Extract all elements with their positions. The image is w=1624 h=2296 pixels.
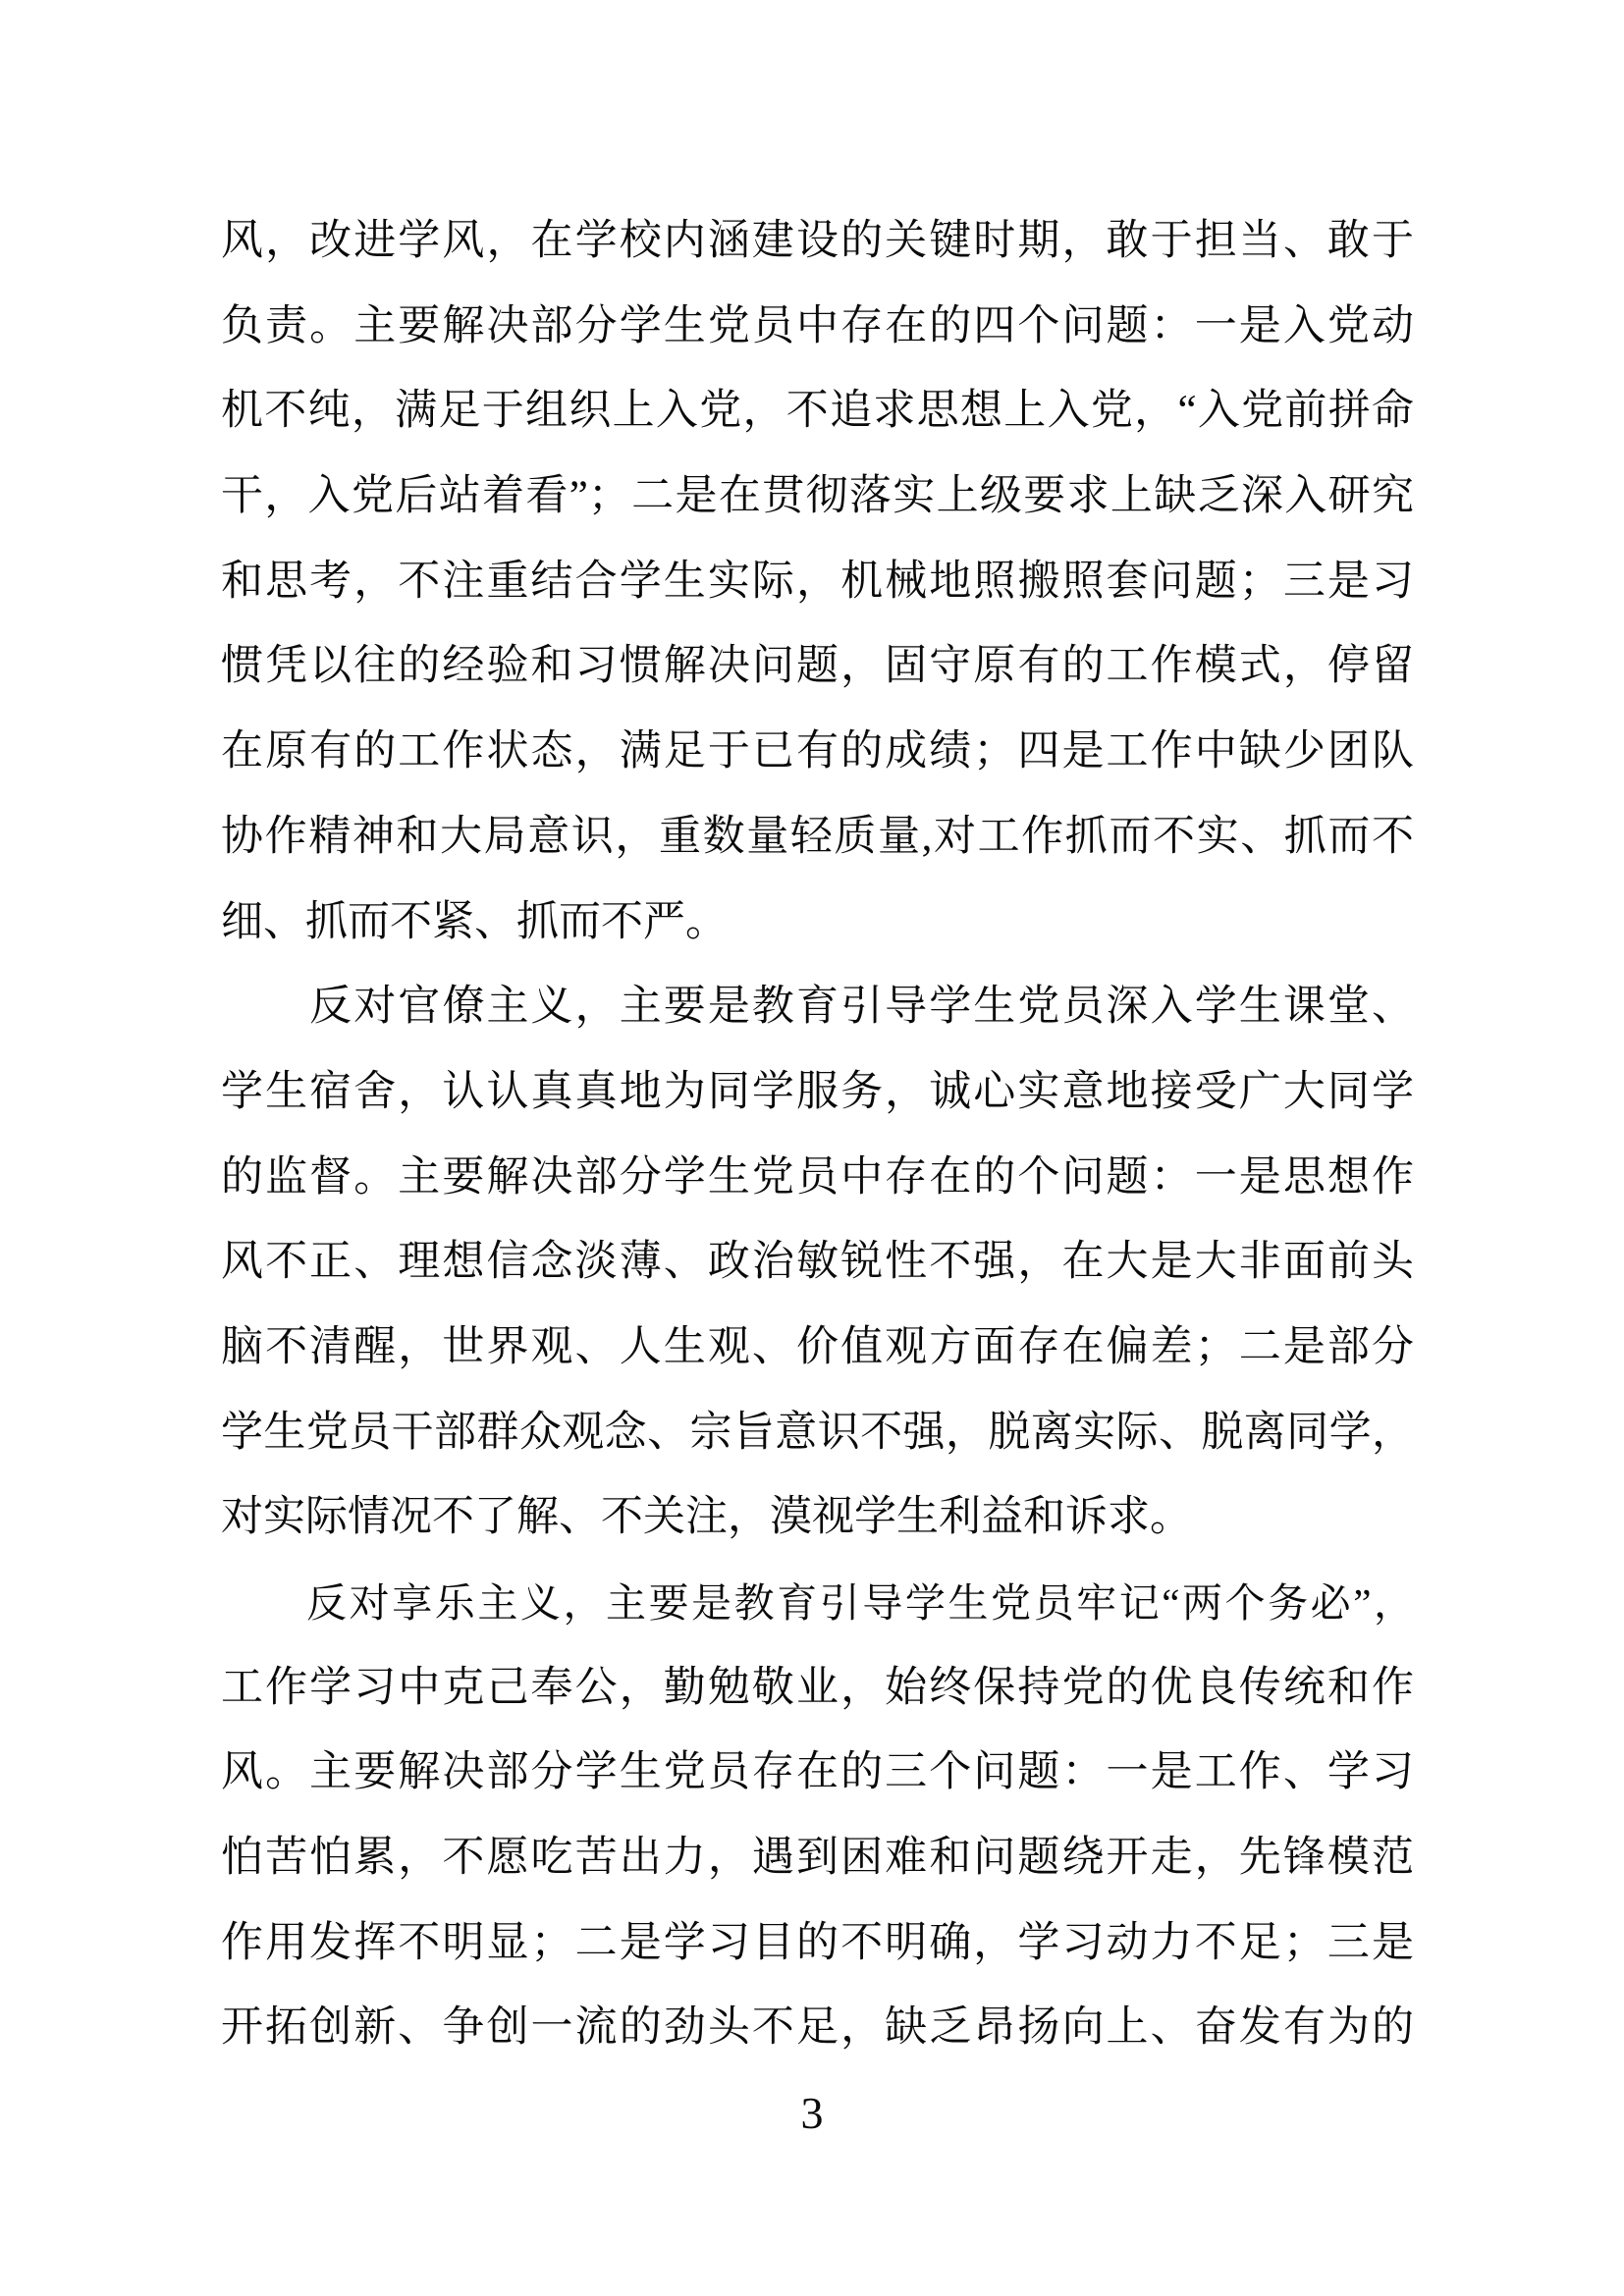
text-line: 怕苦怕累，不愿吃苦出力，遇到困难和问题绕开走，先锋模范 [221, 1835, 1414, 1882]
text-line: 对实际情况不了解、不关注，漠视学生利益和诉求。 [221, 1494, 1192, 1541]
text-line: 细、抓而不紧、抓而不严。 [221, 898, 728, 945]
page-number: 3 [800, 2088, 824, 2138]
text-line: 开拓创新、争创一流的劲头不足，缺乏昂扬向上、奋发有为的 [221, 2004, 1414, 2052]
document-body [221, 199, 1414, 2071]
text-line: 惯凭以往的经验和习惯解决问题，固守原有的工作模式，停留 [221, 643, 1414, 690]
text-line: 学生宿舍，认认真真地为同学服务，诚心实意地接受广大同学 [221, 1068, 1414, 1115]
text-line: 协作精神和大局意识，重数量轻质量,对工作抓而不实、抓而不 [221, 813, 1414, 860]
text-line: 机不纯，满足于组织上入党，不追求思想上入党，“入党前拼命 [221, 388, 1414, 435]
text-line: 干，入党后站着看”；二是在贯彻落实上级要求上缺乏深入研究 [221, 473, 1414, 520]
text-line: 风，改进学风，在学校内涵建设的关键时期，敢于担当、敢于 [221, 218, 1414, 264]
text-line: 负责。主要解决部分学生党员中存在的四个问题：一是入党动 [221, 302, 1414, 349]
text-line: 和思考，不注重结合学生实际，机械地照搬照套问题；三是习 [221, 558, 1414, 605]
text-line: 风不正、理想信念淡薄、政治敏锐性不强，在大是大非面前头 [221, 1239, 1414, 1286]
text-line: 风。主要解决部分学生党员存在的三个问题：一是工作、学习 [221, 1749, 1414, 1796]
text-line: 在原有的工作状态，满足于已有的成绩；四是工作中缺少团队 [221, 728, 1414, 775]
text-line: 工作学习中克己奉公，勤勉敬业，始终保持党的优良传统和作 [221, 1664, 1414, 1711]
text-line: 作用发挥不明显；二是学习目的不明确，学习动力不足；三是 [221, 1919, 1414, 1966]
text-line-paragraph-start: 反对官僚主义，主要是教育引导学生党员深入学生课堂、 [221, 984, 1414, 1031]
text-line: 学生党员干部群众观念、宗旨意识不强，脱离实际、脱离同学， [221, 1409, 1414, 1456]
text-line: 的监督。主要解决部分学生党员中存在的个问题：一是思想作 [221, 1153, 1414, 1201]
text-line: 脑不清醒，世界观、人生观、价值观方面存在偏差；二是部分 [221, 1323, 1414, 1370]
text-line-paragraph-start: 反对享乐主义，主要是教育引导学生党员牢记“两个务必”， [221, 1580, 1414, 1626]
